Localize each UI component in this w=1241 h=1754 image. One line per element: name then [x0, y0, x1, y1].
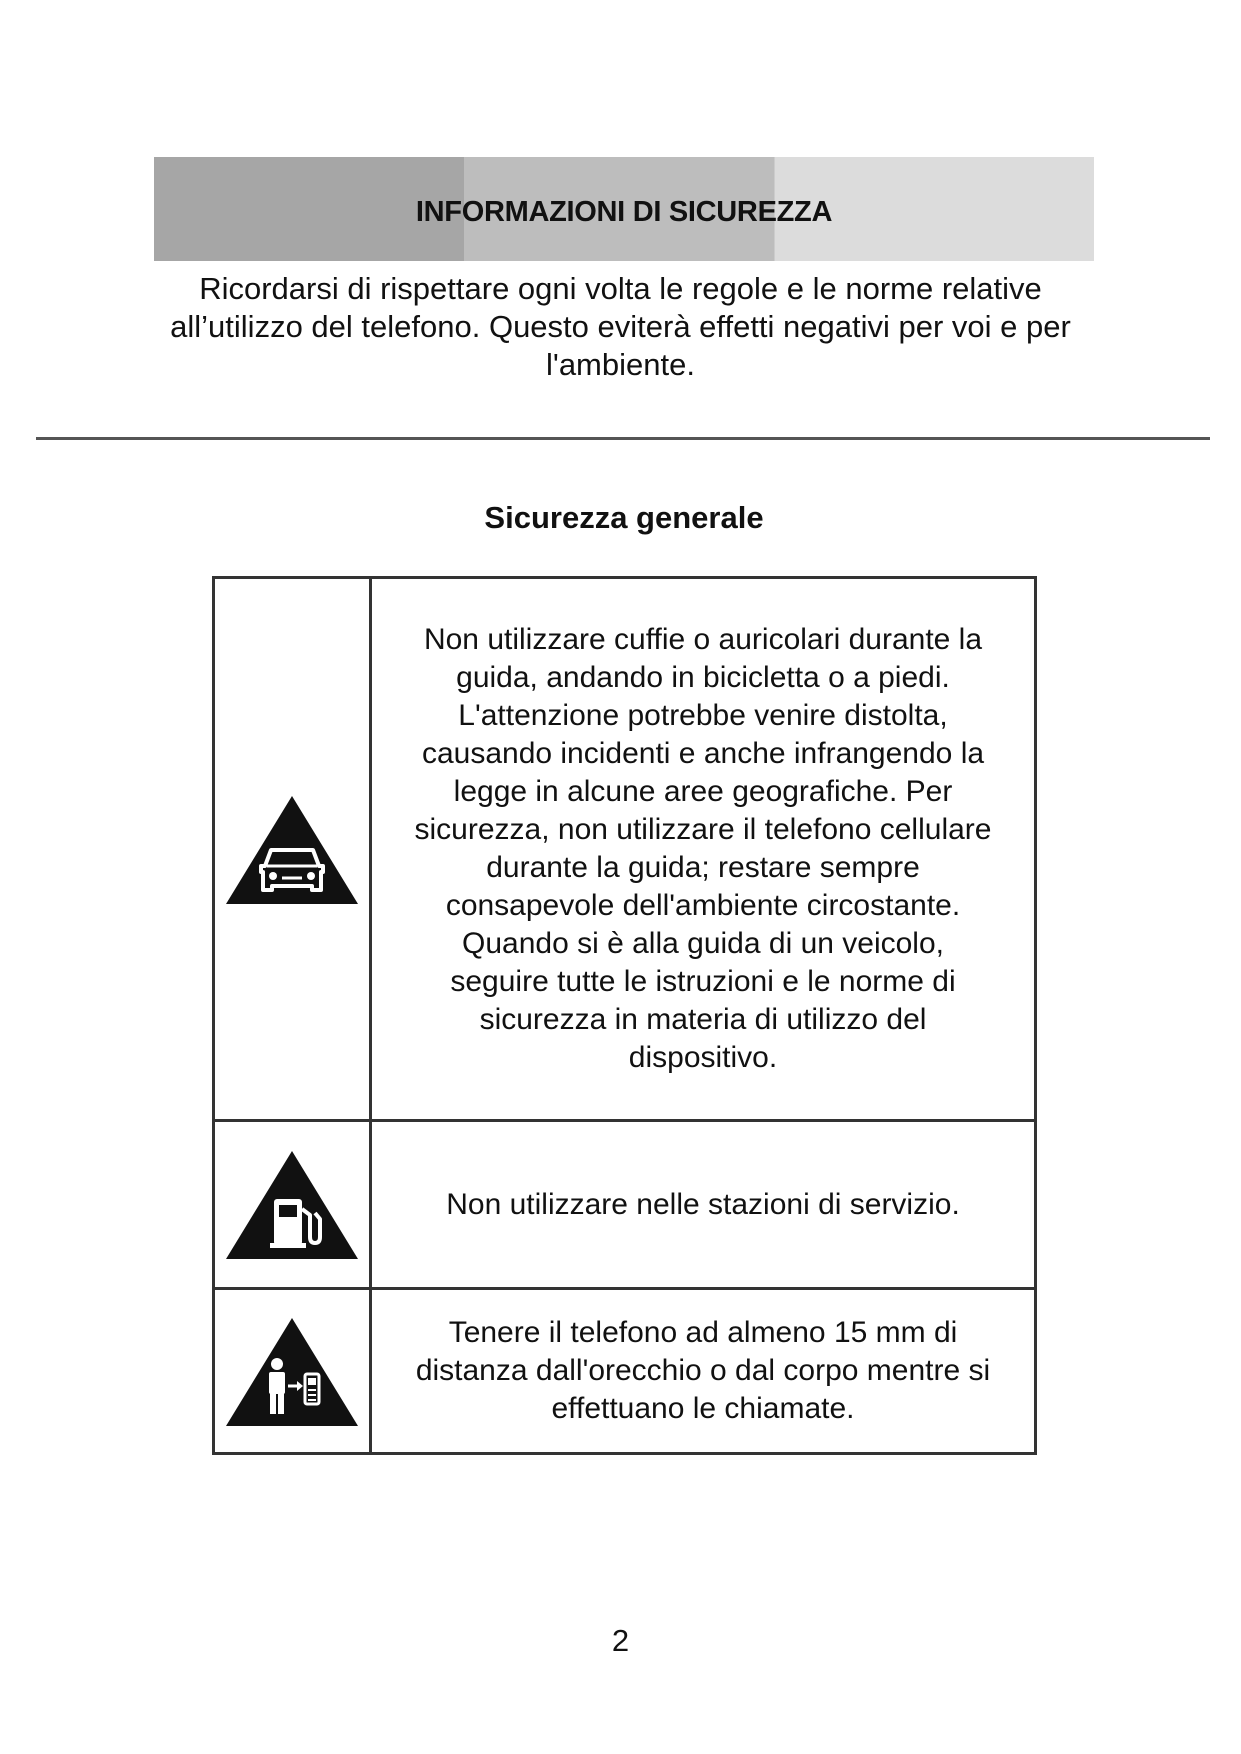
text-line: Quando si è alla guida di un veicolo,: [462, 927, 944, 960]
page-title: INFORMAZIONI DI SICUREZZA: [415, 196, 833, 228]
text-line: durante la guida; restare sempre: [486, 851, 920, 884]
text-line: dispositivo.: [628, 1041, 778, 1074]
fuel-station-warning-icon: [222, 1147, 362, 1262]
instruction-text: [371, 1121, 1036, 1289]
icon-cell: [214, 1289, 371, 1454]
car-warning-icon: [222, 792, 362, 907]
instruction-text: [371, 1289, 1036, 1454]
safety-table: [212, 576, 1037, 1455]
text-line: guida, andando in bicicletta o a piedi.: [456, 661, 950, 694]
intro-paragraph: [80, 270, 1161, 384]
table-row: [214, 578, 1036, 1121]
intro-line: Ricordarsi di rispettare ogni volta le regole e le norme relative: [199, 271, 1042, 306]
divider: [36, 437, 1210, 440]
text-line: legge in alcune aree geografiche. Per: [453, 775, 953, 808]
text-line: L'attenzione potrebbe venire distolta,: [458, 699, 948, 732]
text-line: Tenere il telefono ad almeno 15 mm di: [448, 1316, 958, 1349]
text-line: causando incidenti e anche infrangendo la: [421, 737, 985, 770]
text-line: Non utilizzare nelle stazioni di servizio.: [446, 1187, 960, 1221]
text-line: sicurezza, non utilizzare il telefono cellulare: [414, 813, 992, 846]
icon-cell: [214, 1121, 371, 1289]
body-distance-warning-icon: [222, 1314, 362, 1429]
text-line: distanza dall'orecchio o dal corpo mentre si: [415, 1354, 991, 1387]
text-line: sicurezza in materia di utilizzo del: [479, 1003, 927, 1036]
text-line: effettuano le chiamate.: [551, 1392, 855, 1425]
section-title: Sicurezza generale: [484, 500, 764, 535]
text-line: Non utilizzare cuffie o auricolari durante la: [423, 623, 983, 656]
icon-cell: [214, 578, 371, 1121]
intro-line: l'ambiente.: [546, 347, 695, 382]
table-row: [214, 1121, 1036, 1289]
page-number: 2: [611, 1623, 630, 1658]
intro-line: all’utilizzo del telefono. Questo eviterà effetti negativi per voi e per: [170, 309, 1071, 344]
text-line: seguire tutte le istruzioni e le norme di: [450, 965, 956, 998]
instruction-text: [371, 578, 1036, 1121]
text-line: consapevole dell'ambiente circostante.: [445, 889, 961, 922]
table-row: [214, 1289, 1036, 1454]
